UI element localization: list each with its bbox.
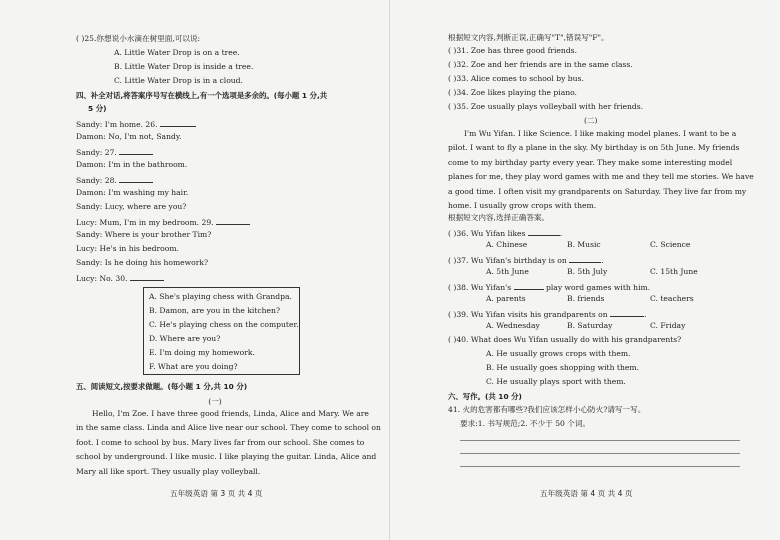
judge-item: ( )33. Alice comes to school by bus. — [448, 74, 584, 83]
writing-prompt: 41. 火的危害都有哪些?我们应该怎样小心防火?请写一写。 — [448, 405, 646, 414]
passage-line: Hello, I'm Zoe. I have three good friends, Linda, Alice and Mary. We are — [92, 409, 369, 418]
writing-requirements: 要求:1. 书写规范;2. 不少于 50 个词。 — [460, 419, 591, 428]
option: A. 5th June — [486, 267, 529, 276]
option: B. Saturday — [567, 321, 613, 330]
answer-blank-37[interactable] — [569, 254, 601, 263]
question-38: ( )38. Wu Yifan's play word games with him. — [448, 283, 651, 292]
option: A. Wednesday — [486, 321, 540, 330]
question-36: ( )36. Wu Yifan likes . — [448, 229, 563, 238]
judge-item: ( )34. Zoe likes playing the piano. — [448, 88, 577, 97]
dialog-option-a: A. She's playing chess with Grandpa. — [149, 292, 292, 301]
passage-line: a good time. I often visit my grandparents on Saturday. They live far from my — [448, 186, 747, 196]
dialog-line: Damon: I'm washing my hair. — [76, 188, 189, 197]
judge-item: ( )31. Zoe has three good friends. — [448, 46, 577, 55]
dialog-line: Lucy: Mum, I'm in my bedroom. 29. — [76, 216, 250, 228]
dialog-line: Sandy: I'm home. 26. — [76, 118, 196, 130]
dialog-option-e: E. I'm doing my homework. — [149, 348, 255, 357]
option: B. Music — [567, 240, 601, 249]
dialog-line: Sandy: Where is your brother Tim? — [76, 230, 212, 239]
option: A. Chinese — [486, 240, 528, 249]
section5-title: 五、阅读短文,按要求做题。(每小题 1 分,共 10 分) — [76, 382, 248, 391]
passage-line: home. I usually grow crops with them. — [448, 201, 597, 211]
option: C. teachers — [650, 294, 694, 303]
part-two-label: (二) — [584, 116, 598, 125]
reading-passage-2 — [448, 127, 754, 213]
dialog-line: Damon: I'm in the bathroom. — [76, 160, 188, 169]
judge-item: ( )35. Zoe usually plays volleyball with her friends. — [448, 102, 644, 111]
option: A. parents — [486, 294, 526, 303]
option: B. He usually goes shopping with them. — [486, 363, 639, 372]
dialog-option-d: D. Where are you? — [149, 334, 221, 343]
passage-line: foot. I come to school by bus. Mary lives far from our school. She comes to — [76, 437, 365, 447]
passage-line: I'm Wu Yifan. I like Science. I like making model planes. I want to be a — [464, 129, 737, 138]
answer-blank-36[interactable] — [528, 227, 560, 236]
dialog-option-c: C. He's playing chess on the computer. — [149, 320, 299, 329]
dialog-line: Sandy: 28. — [76, 174, 153, 186]
question-39: ( )39. Wu Yifan visits his grandparents on . — [448, 310, 647, 319]
q25-stem: ( )25.你想说小水滴在树里面,可以说: — [76, 34, 201, 43]
writing-line[interactable] — [460, 466, 740, 467]
passage-line: Mary all like sport. They usually play volleyball. — [76, 466, 261, 476]
dialog-line: Sandy: Is he doing his homework? — [76, 258, 209, 267]
option: C. He usually plays sport with them. — [486, 377, 626, 386]
option: C. Science — [650, 240, 691, 249]
option: B. 5th July — [567, 267, 608, 276]
section4-title-cont: 5 分) — [88, 104, 107, 113]
section6-title: 六、写作。(共 10 分) — [448, 392, 522, 401]
option: C. Friday — [650, 321, 686, 330]
writing-line[interactable] — [460, 440, 740, 441]
option: C. 15th June — [650, 267, 698, 276]
q25-option-b: B. Little Water Drop is inside a tree. — [114, 62, 254, 71]
choice-instruction: 根据短文内容,选择正确答案。 — [448, 213, 550, 222]
passage-line: planes for me, they play word games with me and they tell me stories. We have — [448, 172, 754, 182]
question-37: ( )37. Wu Yifan's birthday is on . — [448, 256, 604, 265]
judge-item: ( )32. Zoe and her friends are in the same class. — [448, 60, 633, 69]
passage-line: come to my birthday party every year. They make some interesting model — [448, 157, 733, 167]
part-one-label: (一) — [208, 397, 222, 406]
dialog-line: Lucy: No. 30. — [76, 272, 164, 284]
dialog-line: Sandy: Lucy, where are you? — [76, 202, 187, 211]
answer-blank-38[interactable] — [514, 281, 544, 290]
question-40: ( )40. What does Wu Yifan usually do with his grandparents? — [448, 335, 682, 344]
dialog-line: Lucy: He's in his bedroom. — [76, 244, 179, 253]
dialog-option-f: F. What are you doing? — [149, 362, 238, 371]
judge-instruction: 根据短文内容,判断正误,正确写"T",错误写"F"。 — [448, 33, 609, 42]
option: B. friends — [567, 294, 605, 303]
q25-option-a: A. Little Water Drop is on a tree. — [114, 48, 240, 57]
option: A. He usually grows crops with them. — [486, 349, 631, 358]
dialog-option-b: B. Damon, are you in the kitchen? — [149, 306, 281, 315]
passage-line: pilot. I want to fly a plane in the sky. My birthday is on 5th June. My friends — [448, 143, 740, 153]
passage-line: in the same class. Linda and Alice live near our school. They come to school on — [76, 423, 381, 433]
section4-title: 四、补全对话,将答案序号写在横线上,有一个选项是多余的。(每小题 1 分,共 — [76, 91, 328, 100]
page-footer-right: 五年级英语 第 4 页 共 4 页 — [540, 489, 633, 498]
dialog-line: Damon: No, I'm not, Sandy. — [76, 132, 182, 141]
q25-option-c: C. Little Water Drop is in a cloud. — [114, 76, 243, 85]
dialog-line: Sandy: 27. — [76, 146, 153, 158]
passage-line: school by underground. I like music. I like playing the guitar. Linda, Alice and — [76, 452, 377, 462]
page-footer-left: 五年级英语 第 3 页 共 4 页 — [170, 489, 263, 498]
answer-blank-39[interactable] — [610, 308, 644, 317]
writing-line[interactable] — [460, 453, 740, 454]
